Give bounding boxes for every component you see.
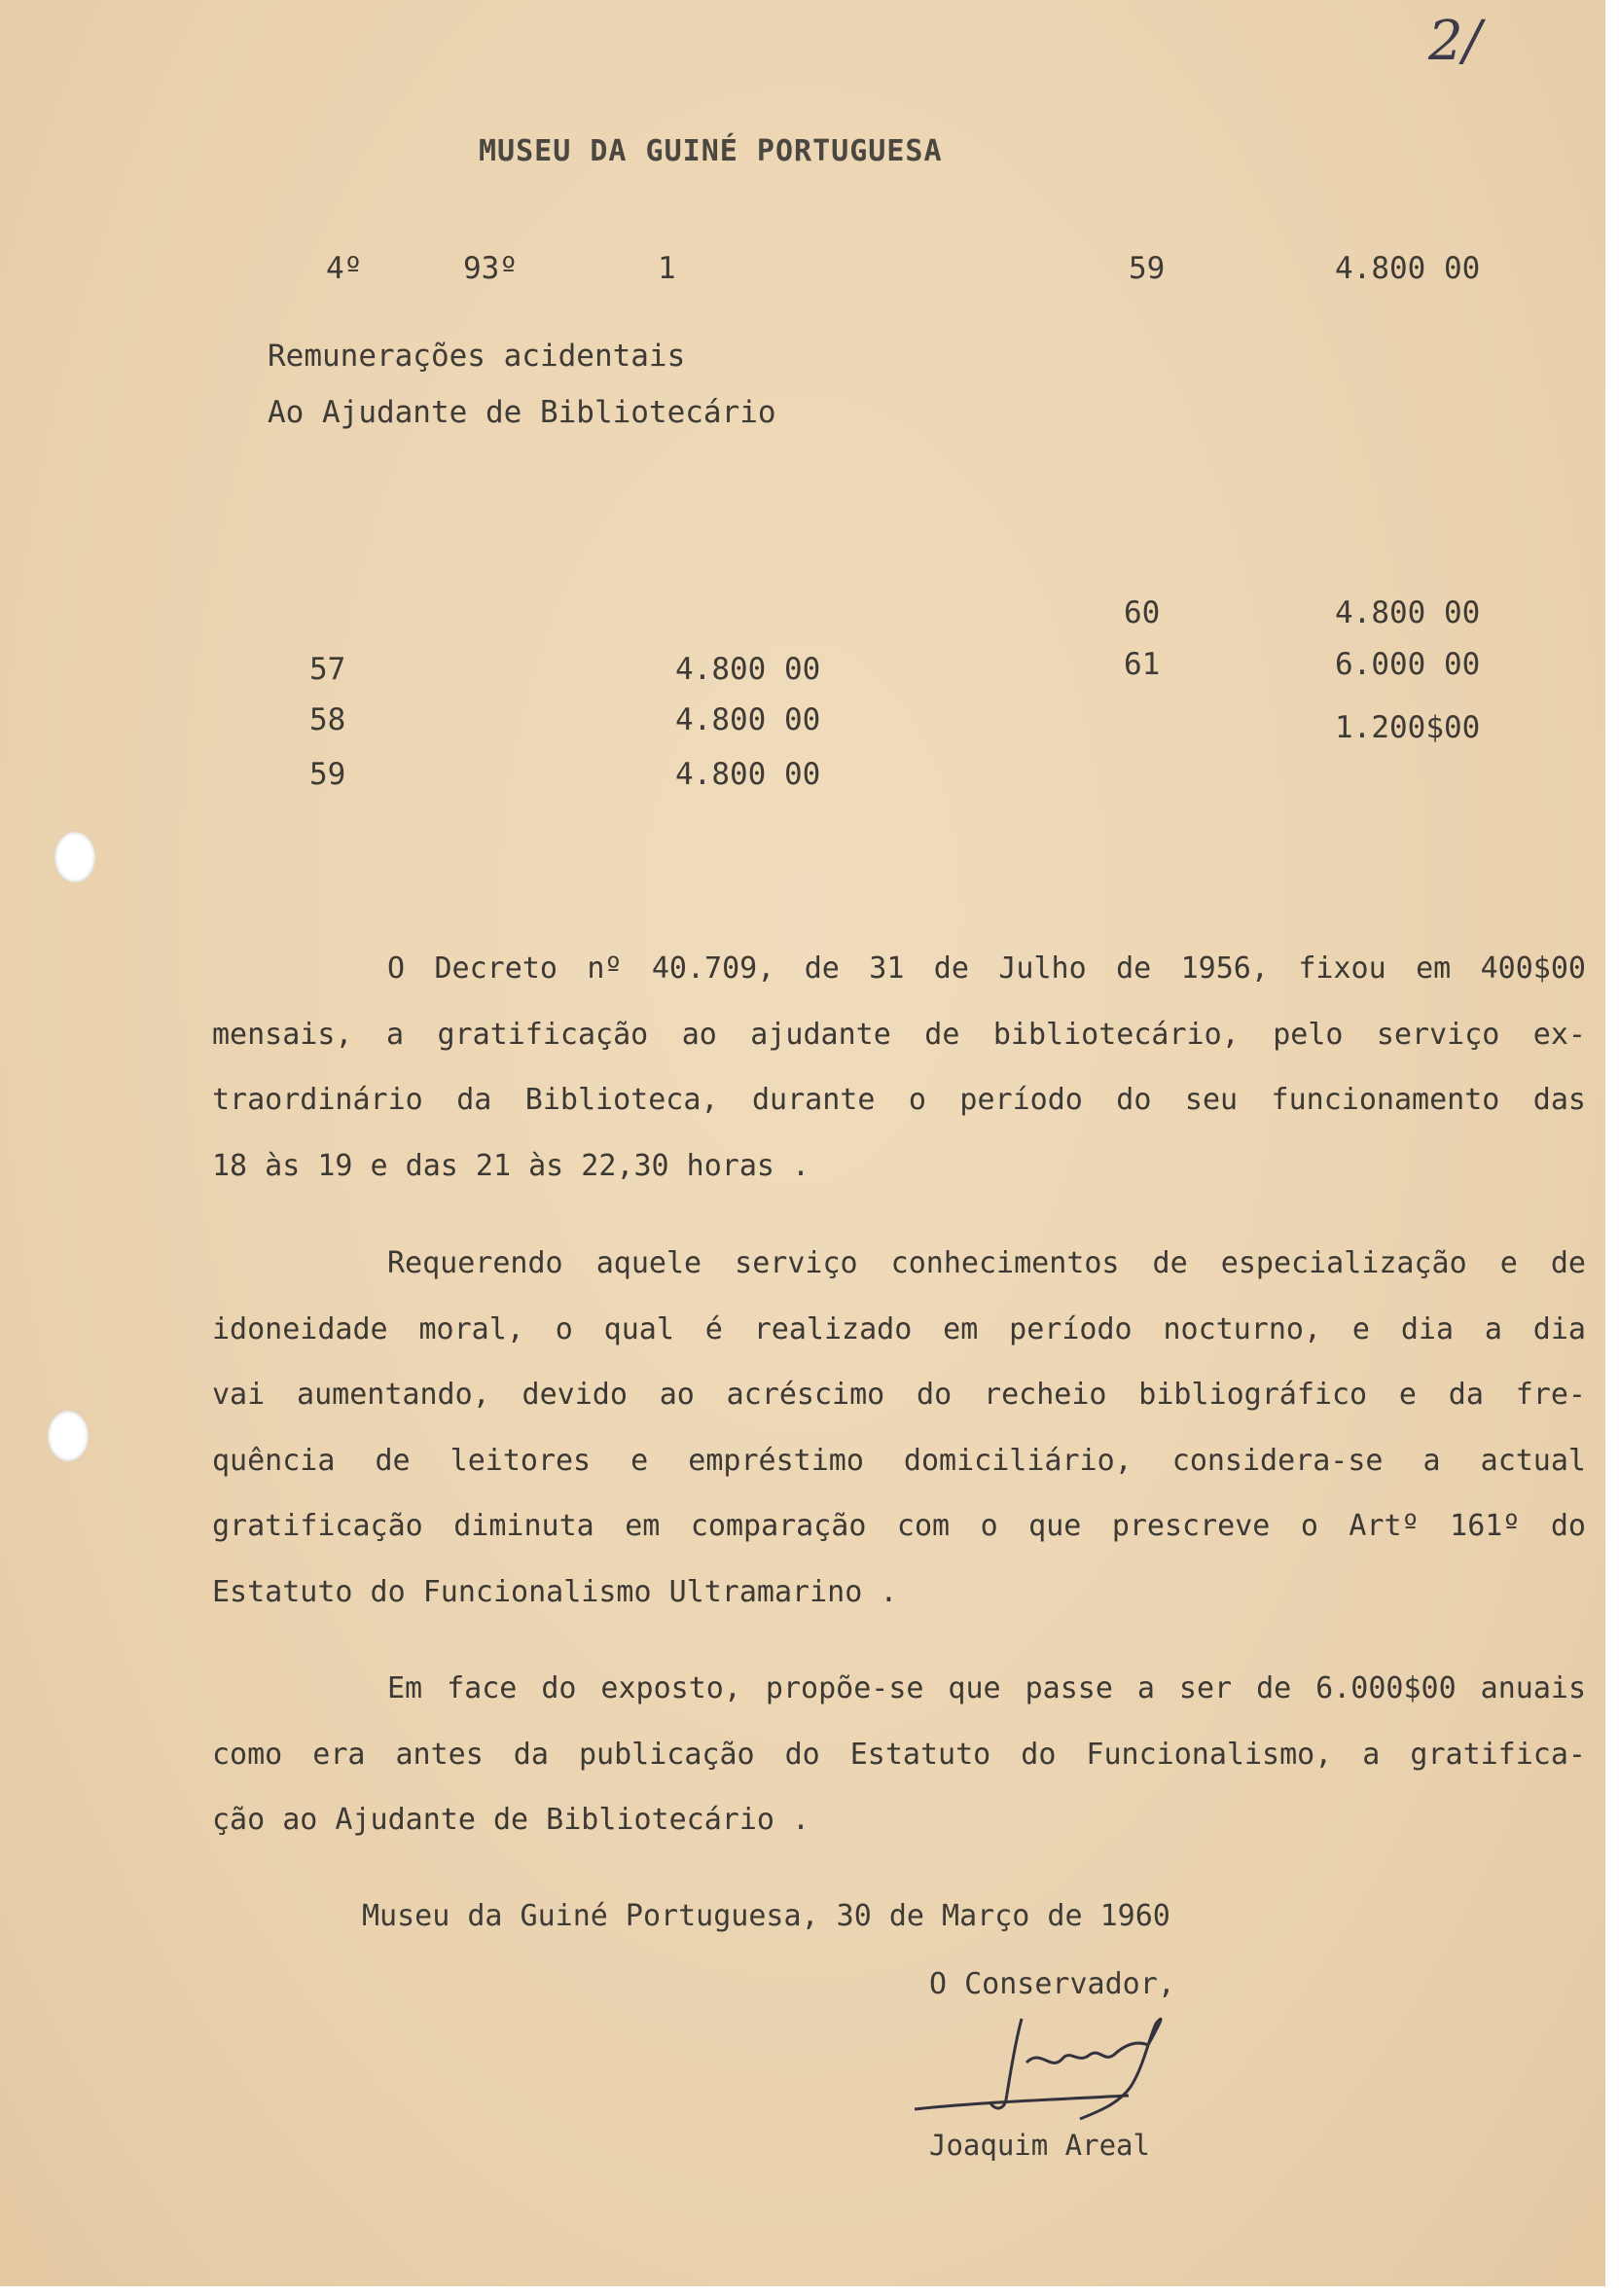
left-table-amount: 4.800 00 (675, 702, 821, 737)
left-table-amount: 4.800 00 (675, 757, 821, 792)
paragraph-justification (212, 1231, 1586, 1625)
paragraph-line: O Decreto nº 40.709, de 31 de Julho de 1956, fixou em 400$00 (387, 951, 1586, 986)
paragraph-line: Em face do exposto, propõe-se que passe a ser de 6.000$00 anuais (387, 1671, 1586, 1705)
punch-hole (48, 1411, 89, 1461)
paragraph-line: ção ao Ajudante de Bibliotecário . (212, 1803, 810, 1837)
paragraph-line: vai aumentando, devido ao acréscimo do recheio bibliográfico e da fre- (212, 1378, 1586, 1412)
heading-line-1: Remunerações acidentais (268, 339, 686, 374)
right-table-amount: 4.800 00 (1335, 595, 1481, 630)
right-table-amount: 6.000 00 (1335, 647, 1481, 682)
paragraph-line: quência de leitores e empréstimo domiciliário, considera-se a actual (212, 1443, 1586, 1478)
handwritten-signature (905, 1994, 1236, 2126)
paragraph-line: mensais, a gratificação ao ajudante de bibliotecário, pelo serviço ex- (212, 1017, 1586, 1052)
place-and-date: Museu da Guiné Portuguesa, 30 de Março de 1960 (362, 1899, 1170, 1933)
paragraph-line: como era antes da publicação do Estatuto do Funcionalismo, a gratifica- (212, 1737, 1586, 1772)
signatory-name: Joaquim Areal (929, 2129, 1150, 2162)
budget-year: 59 (1129, 251, 1166, 286)
paragraph-line: gratificação diminuta em comparação com o que prescreve o Artº 161º do (212, 1509, 1586, 1543)
page-number: 2/ (1428, 10, 1482, 73)
budget-amount: 4.800 00 (1335, 251, 1481, 286)
right-table-year: 61 (1124, 647, 1161, 682)
budget-article: 93º (463, 251, 518, 286)
paragraph-line: 18 às 19 e das 21 às 22,30 horas . (212, 1148, 810, 1183)
paragraph-line: idoneidade moral, o qual é realizado em período nocturno, e dia a dia (212, 1311, 1586, 1346)
budget-chapter: 4º (326, 251, 363, 286)
left-table-amount: 4.800 00 (675, 652, 821, 687)
paragraph-line: Requerendo aquele serviço conhecimentos de especialização e de (387, 1246, 1586, 1280)
difference-amount: 1.200$00 (1335, 710, 1481, 745)
paragraph-decree (212, 936, 1586, 1199)
left-table-year: 57 (309, 652, 346, 687)
budget-number: 1 (658, 251, 676, 286)
punch-hole (54, 832, 95, 882)
document-title: MUSEU DA GUINÉ PORTUGUESA (479, 134, 943, 168)
right-table-year: 60 (1124, 595, 1161, 630)
heading-line-2: Ao Ajudante de Bibliotecário (268, 395, 776, 430)
paragraph-proposal (212, 1656, 1586, 1853)
left-table-year: 59 (309, 757, 346, 792)
signatory-role: O Conservador, (929, 1967, 1175, 2001)
paragraph-line: Estatuto do Funcionalismo Ultramarino . (212, 1574, 898, 1609)
paragraph-line: traordinário da Biblioteca, durante o período do seu funcionamento das (212, 1083, 1586, 1117)
left-table-year: 58 (309, 702, 346, 737)
